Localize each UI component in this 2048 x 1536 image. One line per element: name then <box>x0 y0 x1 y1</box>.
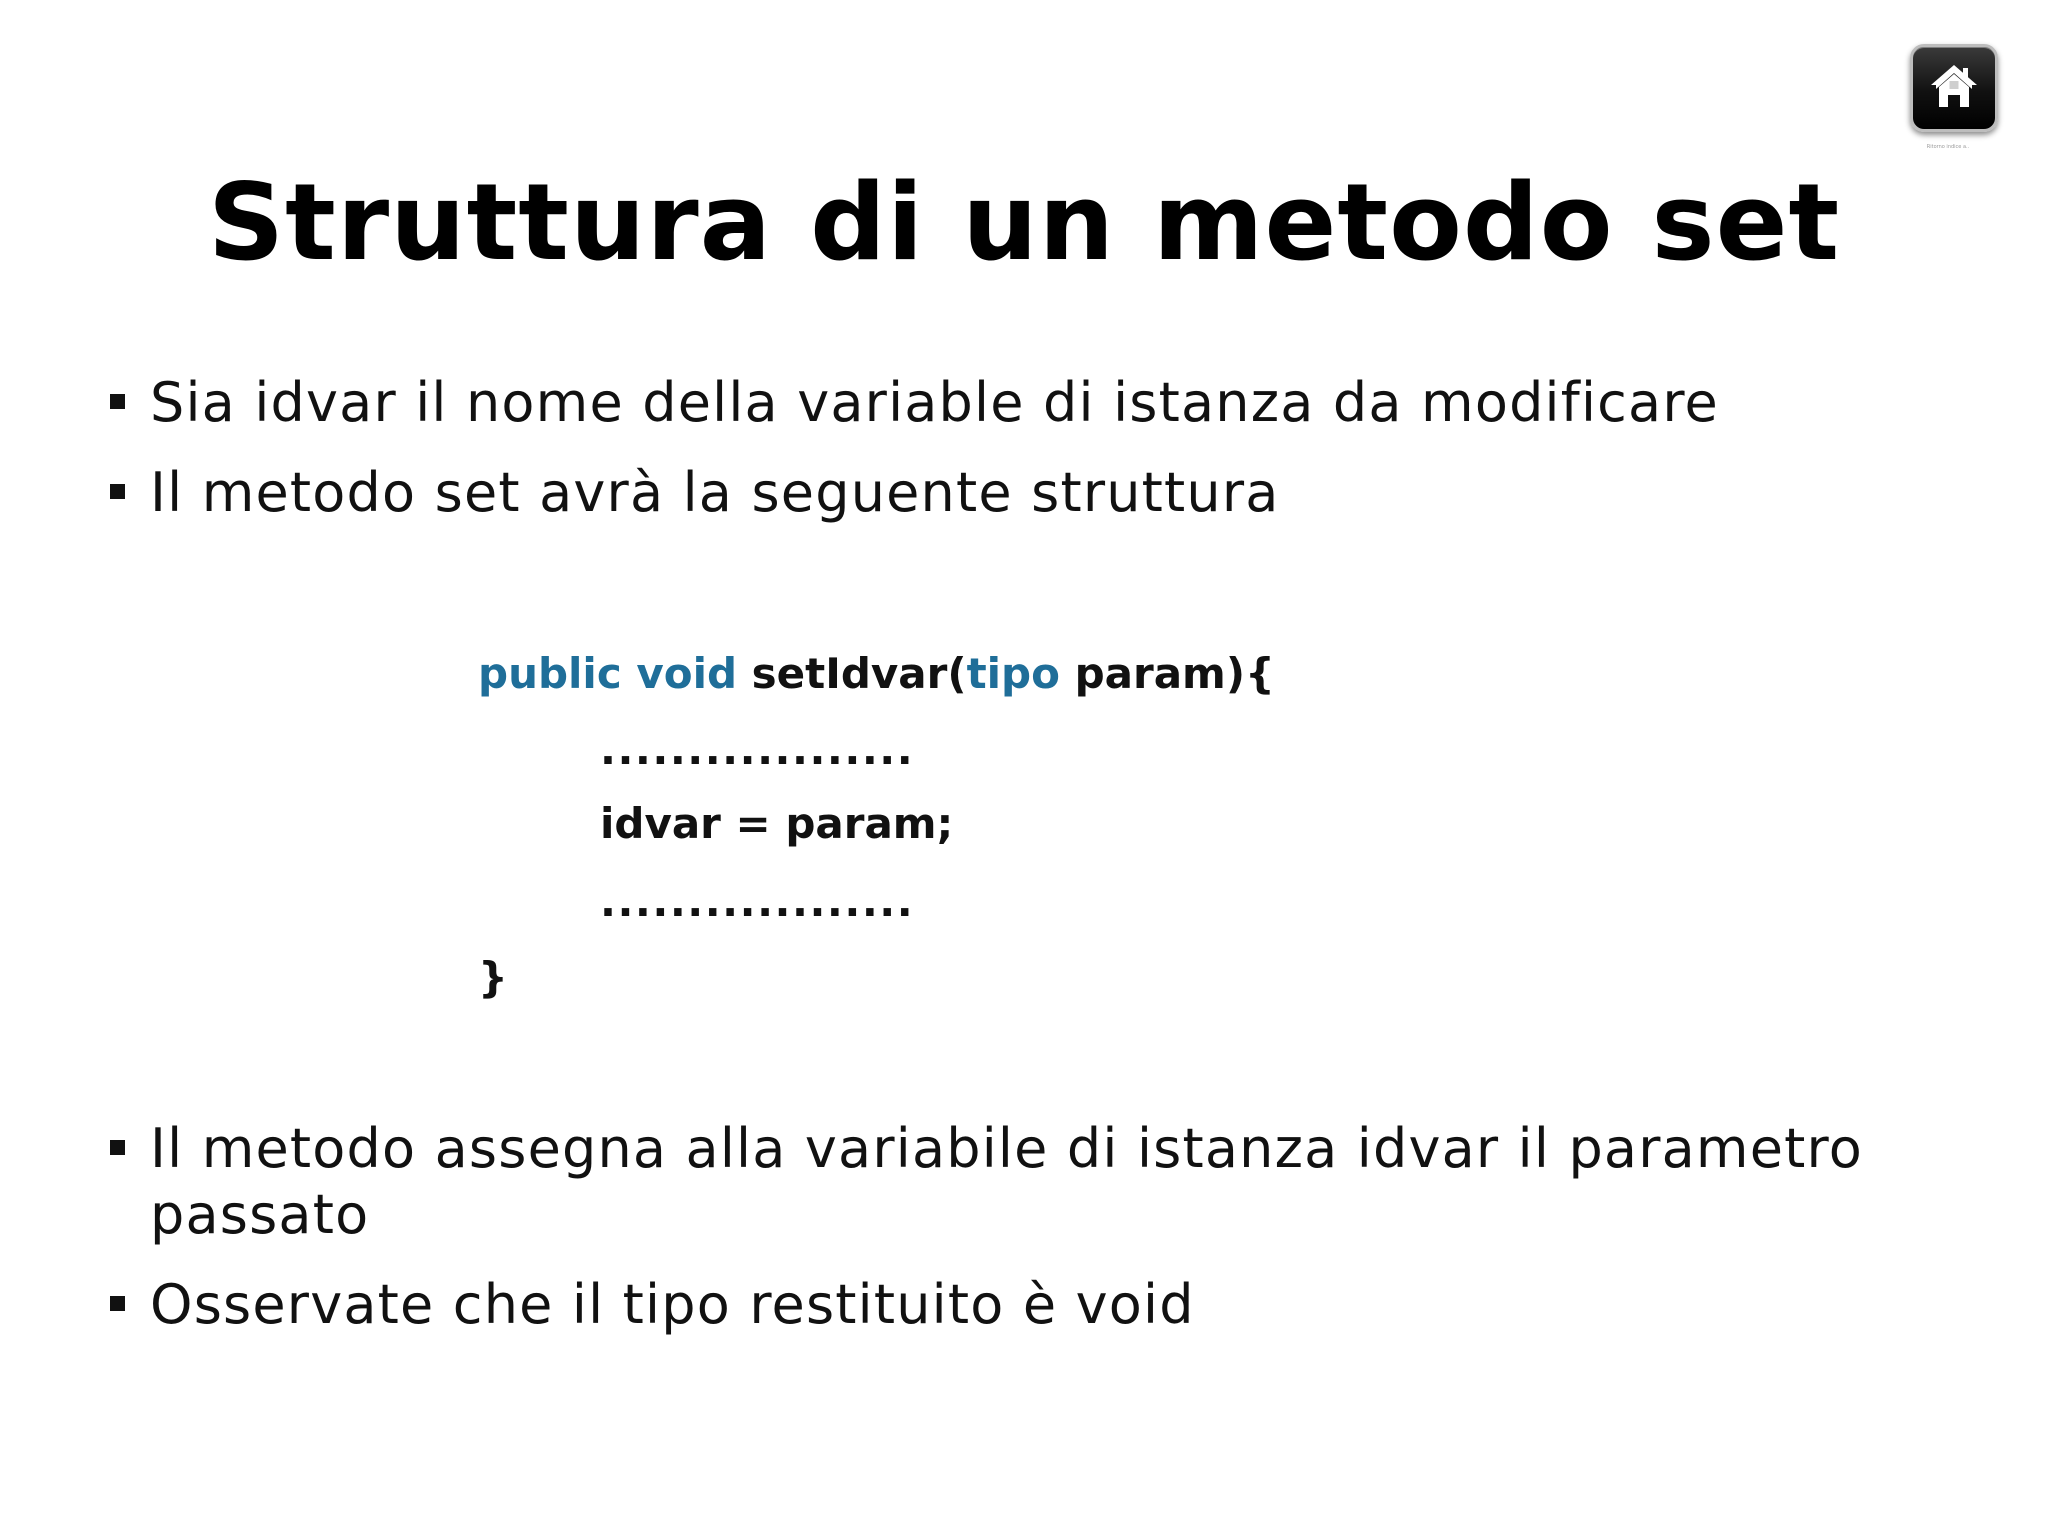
code-line-ellipsis: .................. <box>600 877 915 926</box>
bullet-marker-icon <box>110 394 125 409</box>
code-line-ellipsis: .................. <box>600 725 915 774</box>
bullet-text: Osservate che il tipo restituito è void <box>150 1273 1195 1336</box>
home-button[interactable] <box>1910 44 1998 132</box>
slide-title: Struttura di un metodo set <box>207 161 1841 284</box>
code-line-signature <box>478 648 1275 700</box>
bullet-text: Il metodo set avrà la seguente struttura <box>150 461 1280 524</box>
code-line-closing-brace: } <box>478 953 508 1002</box>
bullet-item <box>110 370 1870 436</box>
bullet-list-bottom <box>110 1116 1870 1362</box>
code-param: param){ <box>1059 649 1275 698</box>
home-button-caption: Ritorno indice a.. <box>1926 144 1970 150</box>
bullet-text: Il metodo assegna alla variabile di istanza idvar il parametro passato <box>150 1117 1863 1246</box>
code-line-assignment: idvar = param; <box>600 799 954 848</box>
code-block <box>478 648 1275 1012</box>
bullet-marker-icon <box>110 1140 125 1155</box>
bullet-text: Sia idvar il nome della variable di istanza da modificare <box>150 371 1719 434</box>
bullet-marker-icon <box>110 1296 125 1311</box>
code-keyword: public void <box>478 649 738 698</box>
bullet-item <box>110 460 1870 526</box>
bullet-list-top <box>110 370 1870 550</box>
code-keyword: tipo <box>966 649 1060 698</box>
bullet-item <box>110 1116 1870 1248</box>
home-icon <box>1927 59 1981 113</box>
bullet-item <box>110 1272 1870 1338</box>
bullet-marker-icon <box>110 484 125 499</box>
code-method-name: setIdvar( <box>737 649 967 698</box>
